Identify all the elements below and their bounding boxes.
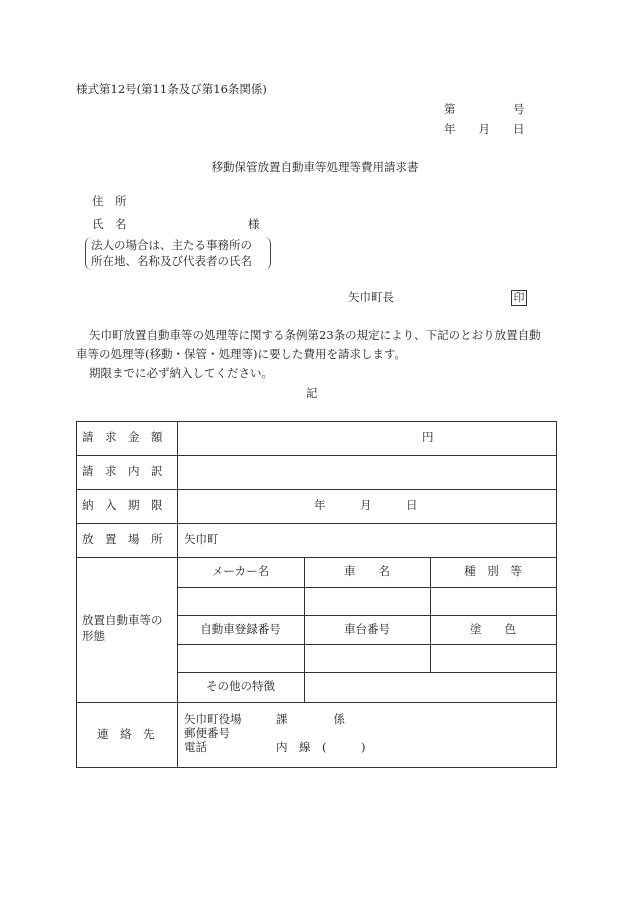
body-paragraph-line1: 矢巾町放置自動車等の処理等に関する条例第23条の規定により、下記のとおり放置自動 [89,328,541,342]
registration-header: 自動車登録番号 [200,621,281,636]
honorific: 様 [248,217,260,231]
contact-office-line: 矢巾町役場 課 係 [184,712,345,726]
due-date-label: 納 入 期 限 [82,498,163,513]
form-number: 様式第12号(第11条及び第16条関係) [76,82,267,96]
contact-details [184,712,365,754]
payment-notice: 期限までに必ず納入してください。 [89,366,273,380]
corporation-note-line1: 法人の場合は、主たる事務所の [91,238,252,252]
vehicle-form-label-line2: 形態 [82,629,105,643]
contact-postal-line: 郵便番号 [184,726,230,740]
corporation-note-line2: 所在地、名称及び代表者の氏名 [91,254,252,268]
other-features-header: その他の特徴 [206,679,275,694]
page-title: 移動保管放置自動車等処理等費用請求書 [211,160,419,174]
body-paragraph-line2: 車等の処理等(移動・保管・処理等)に要した費用を請求します。 [76,347,407,361]
sender-title: 矢巾町長 [348,290,394,304]
location-label: 放 置 場 所 [82,532,163,547]
due-date-value: 年 月 日 [314,498,418,513]
type-header: 種 別 等 [464,564,522,579]
address-label: 住 所 [92,194,127,208]
ki-heading: 記 [306,386,318,400]
amount-unit: 円 [422,430,434,445]
color-header: 塗 色 [470,621,516,636]
maker-header: メーカー名 [211,564,270,579]
document-date: 年 月 日 [444,122,525,136]
chassis-header: 車台番号 [344,621,390,636]
breakdown-label: 請 求 内 訳 [82,464,163,479]
vehicle-form-label-line1: 放置自動車等の [82,613,163,627]
amount-label: 請 求 金 額 [82,430,163,445]
seal-mark: 印 [511,290,527,306]
location-value: 矢巾町 [184,532,219,547]
contact-phone-line: 電話 内 線 ( ) [184,740,366,754]
contact-label: 連 絡 先 [97,726,155,741]
model-header: 車 名 [344,564,390,579]
name-label: 氏 名 [92,217,127,231]
document-number: 第 号 [444,102,525,116]
